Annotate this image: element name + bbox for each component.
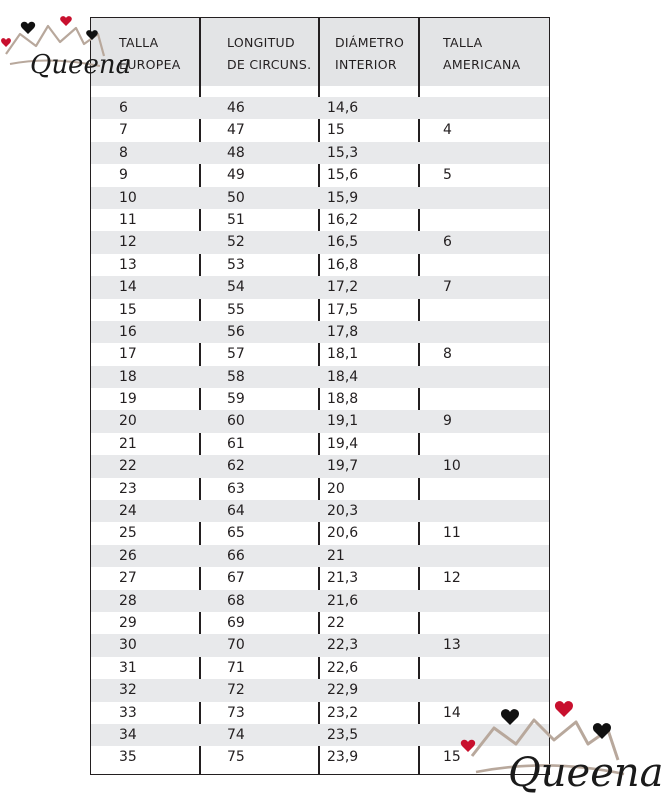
table-row	[91, 231, 549, 253]
cell-talla-europea: 30	[119, 637, 137, 654]
table-row	[91, 164, 549, 186]
header-line: TALLA	[119, 35, 159, 50]
ring-size-table	[90, 17, 550, 775]
table-row	[91, 142, 549, 164]
cell-longitud: 62	[227, 458, 245, 475]
cell-longitud: 68	[227, 592, 245, 609]
cell-talla-europea: 21	[119, 435, 137, 452]
table-row	[91, 187, 549, 209]
table-row	[91, 343, 549, 365]
cell-diametro: 16,5	[327, 234, 359, 251]
cell-longitud: 54	[227, 279, 245, 296]
header-line: DE CIRCUNS.	[227, 57, 312, 72]
cell-longitud: 73	[227, 704, 245, 721]
cell-talla-americana: 11	[443, 525, 461, 542]
cell-longitud: 59	[227, 391, 245, 408]
cell-diametro: 23,5	[327, 726, 359, 743]
cell-diametro: 23,2	[327, 704, 359, 721]
cell-talla-europea: 28	[119, 592, 137, 609]
cell-talla-europea: 26	[119, 547, 137, 564]
cell-talla-europea: 19	[119, 391, 137, 408]
cell-diametro: 23,9	[327, 749, 359, 766]
cell-longitud: 57	[227, 346, 245, 363]
cell-talla-europea: 27	[119, 570, 137, 587]
cell-diametro: 22,6	[327, 659, 359, 676]
cell-diametro: 15,3	[327, 144, 359, 161]
cell-diametro: 21,3	[327, 570, 359, 587]
cell-diametro: 16,2	[327, 211, 359, 228]
cell-longitud: 50	[227, 189, 245, 206]
cell-talla-europea: 24	[119, 503, 137, 520]
table-row	[91, 522, 549, 544]
queena-logo-bottom	[458, 700, 664, 800]
table-row	[91, 545, 549, 567]
header-line: DIÁMETRO	[335, 35, 405, 50]
cell-talla-europea: 20	[119, 413, 137, 430]
cell-talla-europea: 8	[119, 144, 128, 161]
cell-talla-europea: 35	[119, 749, 137, 766]
table-row	[91, 321, 549, 343]
cell-longitud: 65	[227, 525, 245, 542]
cell-diametro: 20	[327, 480, 345, 497]
cell-talla-europea: 10	[119, 189, 137, 206]
cell-talla-americana: 10	[443, 458, 461, 475]
cell-diametro: 18,4	[327, 368, 359, 385]
cell-longitud: 53	[227, 256, 245, 273]
cell-longitud: 61	[227, 435, 245, 452]
table-row	[91, 366, 549, 388]
cell-longitud: 72	[227, 682, 245, 699]
cell-longitud: 74	[227, 726, 245, 743]
cell-diametro: 17,5	[327, 301, 359, 318]
cell-talla-europea: 9	[119, 167, 128, 184]
table-row	[91, 119, 549, 141]
cell-talla-americana: 8	[443, 346, 452, 363]
table-row	[91, 388, 549, 410]
brand-name: Queena	[30, 50, 132, 80]
cell-diametro: 14,6	[327, 100, 359, 116]
cell-talla-europea: 22	[119, 458, 137, 475]
cell-talla-europea: 18	[119, 368, 137, 385]
table-row	[91, 679, 549, 701]
cell-longitud: 49	[227, 167, 245, 184]
cell-longitud: 67	[227, 570, 245, 587]
cell-talla-americana: 7	[443, 279, 452, 296]
cell-talla-americana: 9	[443, 413, 452, 430]
cell-talla-europea: 31	[119, 659, 137, 676]
header-line: LONGITUD	[227, 35, 295, 50]
cell-longitud: 51	[227, 211, 245, 228]
header-line: AMERICANA	[443, 57, 521, 72]
table-row	[91, 657, 549, 679]
table-row	[91, 276, 549, 298]
header-longitud-circunferencia	[227, 32, 311, 76]
table-row	[91, 433, 549, 455]
cell-talla-europea: 6	[119, 100, 128, 116]
cell-talla-europea: 32	[119, 682, 137, 699]
cell-longitud: 52	[227, 234, 245, 251]
cell-diametro: 21,6	[327, 592, 359, 609]
cell-diametro: 16,8	[327, 256, 359, 273]
table-row	[91, 299, 549, 321]
table-row	[91, 478, 549, 500]
table-row	[91, 634, 549, 656]
cell-longitud: 58	[227, 368, 245, 385]
cell-talla-americana: 13	[443, 637, 461, 654]
cell-longitud: 69	[227, 614, 245, 631]
cell-talla-europea: 16	[119, 323, 137, 340]
queena-logo-top	[0, 12, 132, 82]
cell-diametro: 17,8	[327, 323, 359, 340]
brand-name: Queena	[508, 750, 664, 796]
header-diametro-interior	[335, 32, 404, 76]
cell-talla-americana: 15	[443, 749, 461, 766]
header-line: INTERIOR	[335, 57, 397, 72]
cell-talla-europea: 14	[119, 279, 137, 296]
header-line: TALLA	[443, 35, 483, 50]
table-row	[91, 97, 549, 119]
cell-talla-europea: 17	[119, 346, 137, 363]
table-row	[91, 209, 549, 231]
header-line: EUROPEA	[119, 57, 181, 72]
cell-talla-americana: 12	[443, 570, 461, 587]
cell-diametro: 22,9	[327, 682, 359, 699]
cell-diametro: 22	[327, 614, 345, 631]
table-row	[91, 567, 549, 589]
cell-diametro: 22,3	[327, 637, 359, 654]
cell-diametro: 15	[327, 122, 345, 139]
cell-longitud: 75	[227, 749, 245, 766]
cell-longitud: 66	[227, 547, 245, 564]
cell-talla-europea: 25	[119, 525, 137, 542]
cell-diametro: 18,8	[327, 391, 359, 408]
table-row	[91, 612, 549, 634]
cell-diametro: 20,6	[327, 525, 359, 542]
cell-talla-europea: 34	[119, 726, 137, 743]
cell-longitud: 47	[227, 122, 245, 139]
cell-longitud: 60	[227, 413, 245, 430]
cell-talla-americana: 6	[443, 234, 452, 251]
table-row	[91, 500, 549, 522]
cell-longitud: 63	[227, 480, 245, 497]
cell-longitud: 64	[227, 503, 245, 520]
cell-talla-europea: 15	[119, 301, 137, 318]
cell-talla-europea: 7	[119, 122, 128, 139]
cell-talla-europea: 11	[119, 211, 137, 228]
cell-longitud: 48	[227, 144, 245, 161]
cell-talla-europea: 23	[119, 480, 137, 497]
table-row	[91, 410, 549, 432]
cell-diametro: 15,9	[327, 189, 359, 206]
cell-diametro: 17,2	[327, 279, 359, 296]
table-row	[91, 590, 549, 612]
cell-longitud: 56	[227, 323, 245, 340]
cell-talla-europea: 33	[119, 704, 137, 721]
table-row	[91, 254, 549, 276]
cell-diametro: 19,7	[327, 458, 359, 475]
cell-diametro: 15,6	[327, 167, 359, 184]
cell-longitud: 71	[227, 659, 245, 676]
cell-diametro: 18,1	[327, 346, 359, 363]
cell-longitud: 55	[227, 301, 245, 318]
table-row	[91, 455, 549, 477]
cell-talla-americana: 5	[443, 167, 452, 184]
cell-talla-europea: 29	[119, 614, 137, 631]
cell-talla-americana: 14	[443, 704, 461, 721]
cell-diametro: 19,1	[327, 413, 359, 430]
cell-talla-americana: 4	[443, 122, 452, 139]
cell-diametro: 20,3	[327, 503, 359, 520]
cell-diametro: 19,4	[327, 435, 359, 452]
cell-diametro: 21	[327, 547, 345, 564]
cell-talla-europea: 13	[119, 256, 137, 273]
table-body	[91, 97, 549, 769]
cell-talla-europea: 12	[119, 234, 137, 251]
cell-longitud: 46	[227, 100, 245, 116]
cell-longitud: 70	[227, 637, 245, 654]
header-talla-americana	[443, 32, 521, 76]
